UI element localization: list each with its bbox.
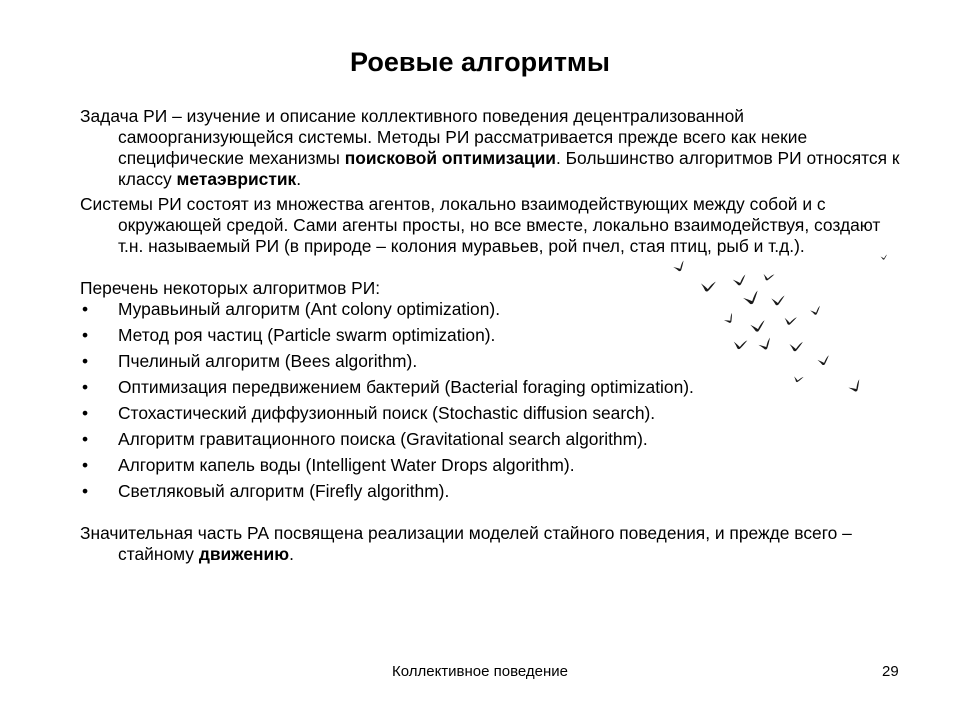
bullet-icon: •	[82, 481, 89, 501]
bullet-icon: •	[82, 299, 89, 319]
bullet-icon: •	[82, 351, 89, 371]
paragraph-text: . Большинство алгоритмов РИ относятся к классу	[118, 148, 900, 189]
bold-term-movement: движению	[198, 544, 290, 564]
list-item	[80, 429, 900, 450]
paragraph-text: .	[296, 169, 302, 189]
bullet-icon: •	[82, 429, 89, 449]
list-item-text: Алгоритм капель воды (Intelligent Water Drops algorithm).	[118, 455, 575, 475]
paragraph-swarm-task	[80, 106, 900, 190]
paragraph-text: Задача РИ – изучение и описание коллективного поведения децентрализованной самоорганизующейся системы. Методы РИ рассматривается прежде всего как некие специфические механизмы	[80, 106, 808, 168]
bullet-icon: •	[82, 403, 89, 423]
page-title: Роевые алгоритмы	[350, 47, 610, 77]
list-item-text: Пчелиный алгоритм (Bees algorithm).	[118, 351, 418, 371]
paragraph-flocking	[80, 523, 900, 565]
list-item-text: Оптимизация передвижением бактерий (Bacterial foraging optimization).	[118, 377, 694, 397]
bold-term-search-optimization: поисковой оптимизации	[344, 148, 556, 168]
list-item-text: Метод роя частиц (Particle swarm optimization).	[118, 325, 496, 345]
list-item-text: Муравьиный алгоритм (Ant colony optimization).	[118, 299, 501, 319]
list-item-text: Алгоритм гравитационного поиска (Gravitational search algorithm).	[118, 429, 648, 449]
bird-flock-icon	[640, 240, 910, 400]
list-heading: Перечень некоторых алгоритмов РИ:	[80, 278, 381, 298]
bullet-icon: •	[82, 455, 89, 475]
list-item-text: Стохастический диффузионный поиск (Stochastic diffusion search).	[118, 403, 656, 423]
paragraph-text: Значительная часть РА посвящена реализации моделей стайного поведения, и прежде всего – стайному	[80, 523, 852, 564]
footer-text: Коллективное поведение	[391, 663, 569, 680]
bullet-icon: •	[82, 325, 89, 345]
bold-term-metaheuristics: метаэвристик	[176, 169, 297, 189]
list-item	[80, 403, 900, 424]
page-number: 29	[882, 663, 899, 680]
paragraph-swarm-systems: Системы РИ состоят из множества агентов, локально взаимодействующих между собой и с окружающей средой. Сами агенты просты, но все вместе, локально взаимодействуя, создают т.н. называемый РИ (в природе – колония муравьев, рой пчел, стая птиц, рыб и т.д.).	[80, 194, 881, 256]
list-item	[80, 481, 900, 502]
paragraph-text: .	[289, 544, 294, 564]
list-item-text: Светляковый алгоритм (Firefly algorithm).	[118, 481, 450, 501]
list-item	[80, 455, 900, 476]
bullet-icon: •	[82, 377, 89, 397]
